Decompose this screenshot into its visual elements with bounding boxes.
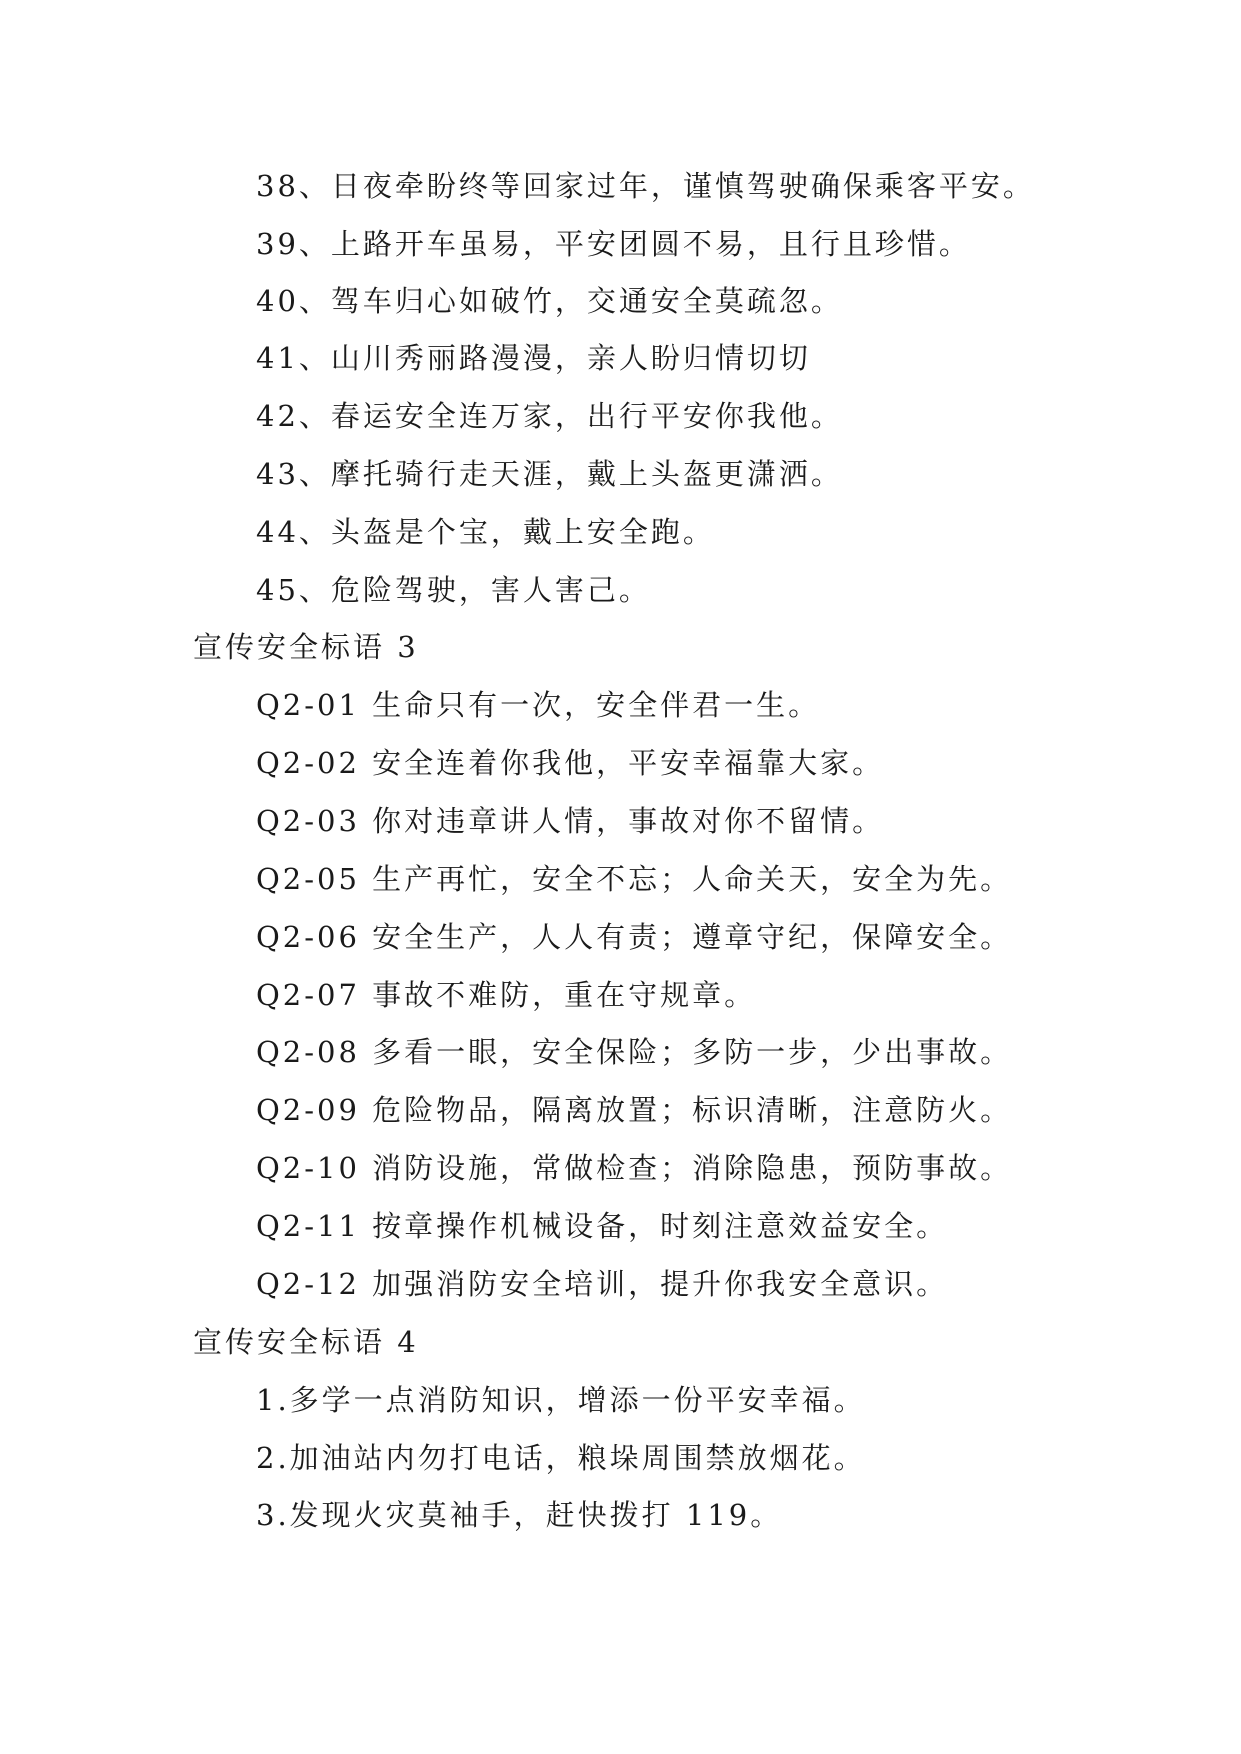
list-item: 1.多学一点消防知识，增添一份平安幸福。 xyxy=(256,1383,866,1417)
list-item: Q2-09 危险物品，隔离放置；标识清晰，注意防火。 xyxy=(256,1093,1013,1127)
list-item: 41、山川秀丽路漫漫，亲人盼归情切切 xyxy=(256,341,811,375)
list-item: 44、头盔是个宝，戴上安全跑。 xyxy=(256,515,715,549)
list-item: Q2-05 生产再忙，安全不忘；人命关天，安全为先。 xyxy=(256,862,1013,896)
list-item: Q2-11 按章操作机械设备，时刻注意效益安全。 xyxy=(256,1209,949,1243)
list-item: 40、驾车归心如破竹，交通安全莫疏忽。 xyxy=(256,284,843,318)
list-item: 42、春运安全连万家，出行平安你我他。 xyxy=(256,399,843,433)
list-item: Q2-02 安全连着你我他，平安幸福靠大家。 xyxy=(256,746,885,780)
list-item: Q2-01 生命只有一次，安全伴君一生。 xyxy=(256,688,821,722)
list-item: 2.加油站内勿打电话，粮垛周围禁放烟花。 xyxy=(256,1441,866,1475)
list-item: 45、危险驾驶，害人害己。 xyxy=(256,573,651,607)
list-item: 3.发现火灾莫袖手，赶快拨打 119。 xyxy=(256,1498,783,1532)
section-heading: 宣传安全标语 4 xyxy=(193,1325,419,1359)
list-item: Q2-10 消防设施，常做检查；消除隐患，预防事故。 xyxy=(256,1151,1013,1185)
list-item: Q2-07 事故不难防，重在守规章。 xyxy=(256,978,757,1012)
list-item: Q2-06 安全生产，人人有责；遵章守纪，保障安全。 xyxy=(256,920,1013,954)
section-heading: 宣传安全标语 3 xyxy=(193,630,419,664)
list-item: Q2-03 你对违章讲人情，事故对你不留情。 xyxy=(256,804,885,838)
list-item: Q2-08 多看一眼，安全保险；多防一步，少出事故。 xyxy=(256,1035,1013,1069)
list-item: Q2-12 加强消防安全培训，提升你我安全意识。 xyxy=(256,1267,949,1301)
list-item: 38、日夜牵盼终等回家过年，谨慎驾驶确保乘客平安。 xyxy=(256,169,1035,203)
list-item: 43、摩托骑行走天涯，戴上头盔更潇洒。 xyxy=(256,457,843,491)
list-item: 39、上路开车虽易，平安团圆不易，且行且珍惜。 xyxy=(256,227,971,261)
